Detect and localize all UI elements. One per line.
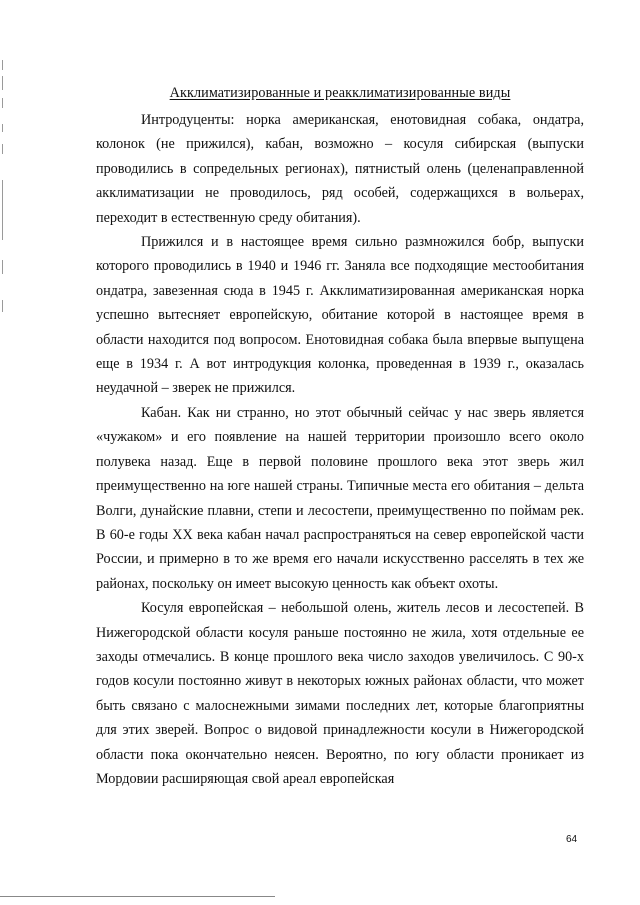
page-number: 64 bbox=[566, 834, 578, 845]
scan-bottom-line bbox=[0, 896, 275, 897]
scan-margin-marks bbox=[2, 60, 6, 320]
document-page bbox=[96, 84, 584, 791]
section-heading: Акклиматизированные и реакклиматизированные виды bbox=[169, 85, 511, 101]
paragraph-boar: Кабан. Как ни странно, но этот обычный сейчас у нас зверь является «чужаком» и его появление на нашей территории произошло всего около полувека назад. Еще в первой половине прошлого века этот зверь жил преимущественно на юге нашей страны. Типичные места его обитания – дельта Волги, дунайские плавни, степи и лесостепи, преимущественно по поймам рек. В 60-е годы XX века кабан начал распространяться на север европейской части России, и примерно в то же время его начали искусственно расселять в тех же районах, поскольку он имеет высокую ценность как объект охоты. bbox=[96, 404, 584, 592]
paragraph-introducents: Интродуценты: норка американская, енотовидная собака, ондатра, колонок (не прижился), кабан, возможно – косуля сибирская (выпуски проводились в сопредельных регионах), пятнистый олень (целенаправленной акклиматизации не проводилось, ряд особей, содержащихся в вольерах, переходит в естественную среду обитания). bbox=[96, 112, 584, 226]
paragraph-beaver-muskrat: Прижился и в настоящее время сильно размножился бобр, выпуски которого проводились в 1940 и 1946 гг. Заняла все подходящие местообитания ондатра, завезенная сюда в 1945 г. Акклиматизированная американская норка успешно вытесняет европейскую, обитание которой в настоящее время в области находится под вопросом. Енотовидная собака была впервые выпущена еще в 1934 г. А вот интродукция колонка, проведенная в 1939 г., оказалась неудачной – зверек не прижился. bbox=[96, 234, 584, 397]
paragraph-roe-deer: Косуля европейская – небольшой олень, житель лесов и лесостепей. В Нижегородской области косуля раньше постоянно не жила, хотя отдельные ее заходы отмечались. В конце прошлого века число заходов увеличилось. С 90-х годов косули постоянно живут в некоторых южных районах области, что может быть связано с малоснежными зимами последних лет, которые благоприятны для этих зверей. Вопрос о видовой принадлежности косули в Нижегородской области пока окончательно неясен. Вероятно, по югу области проникает из Мордовии расширяющая свой ареал европейская bbox=[96, 600, 584, 787]
